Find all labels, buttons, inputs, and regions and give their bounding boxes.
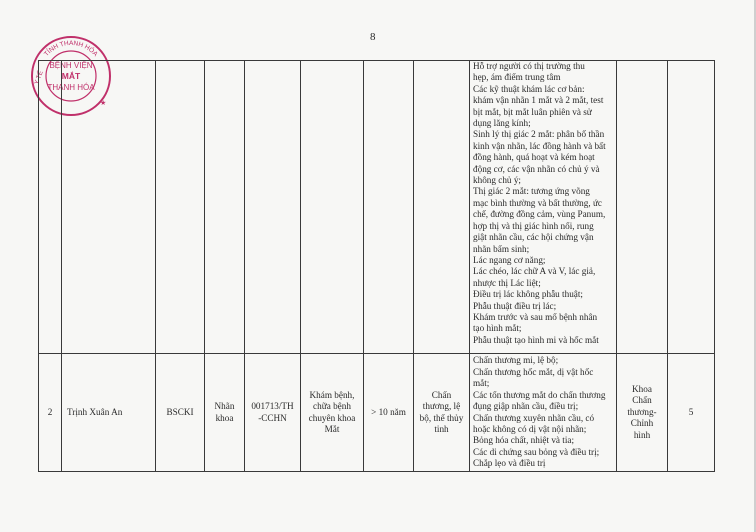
content-line: hợp thị và thị giác hình nổi, rung [473, 220, 594, 231]
field-cell [414, 61, 470, 354]
content-line: đụng giập nhãn cầu, điều trị; [473, 401, 579, 412]
department-cell [617, 61, 668, 354]
field-line: Chấn [431, 389, 452, 400]
certificate-line: 001713/TH [251, 401, 294, 412]
field-cell [414, 354, 470, 472]
department-line: Chấn [632, 395, 652, 406]
content-line: Khám trước và sau mổ bệnh nhân [473, 311, 598, 322]
department-line: hình [633, 429, 651, 440]
page-number: 8 [370, 31, 376, 43]
content-line: Điều trị lác không phẫu thuật; [473, 289, 583, 300]
content-line: Lác ngang cơ năng; [473, 254, 546, 265]
specialty-cell [205, 354, 245, 472]
content-line: Hỗ trợ người có thị trường thu [473, 61, 585, 71]
content-line: Phẫu thuật tạo hình mi và hốc mắt [473, 334, 599, 345]
content-cell [470, 61, 617, 354]
svg-text:MẮT: MẮT [61, 71, 81, 81]
content-line: đồng hành, quá hoạt và kém hoạt [473, 152, 595, 163]
name-cell [62, 61, 156, 354]
svg-text:THANH HÓA: THANH HÓA [47, 83, 95, 92]
count-cell [668, 61, 715, 354]
scope-line: chuyên khoa [308, 412, 356, 423]
field-line: bộ, thể thủy [419, 412, 464, 423]
department-line: Chỉnh [630, 418, 654, 429]
specialty-line: Nhãn [214, 401, 235, 412]
content-line: bịt mắt, bịt mắt luân phiên và sử [473, 106, 592, 117]
scope-cell [301, 354, 364, 472]
content-line: hoặc không có dị vật nội nhãn; [473, 423, 587, 434]
content-line: Phẫu thuật điều trị lác; [473, 300, 557, 311]
experience-cell [364, 61, 414, 354]
name-cell: Trịnh Xuân An [62, 354, 156, 472]
content-line: kinh vận nhãn, lác đồng hành và bất [473, 140, 606, 151]
content-line: tạo hình mắt; [473, 323, 522, 334]
content-line: chế, đường đồng cảm, vùng Panum, [473, 209, 606, 220]
content-cell [470, 354, 617, 472]
content-line: Các di chứng sau bỏng và điều trị; [473, 446, 600, 457]
content-line: Chấn thương hốc mắt, dị vật hốc [473, 366, 594, 377]
content-line: Các kỹ thuật khám lác cơ bản: [473, 83, 585, 94]
content-line: giật nhãn cầu, các hội chứng vận [473, 232, 594, 243]
content-line: hẹp, ám điểm trung tâm [473, 72, 561, 83]
content-line: Lác chéo, lác chữ A và V, lác giả, [473, 266, 596, 277]
table-row [39, 61, 715, 354]
count-cell: 5 [668, 354, 715, 472]
svg-text:★: ★ [100, 100, 107, 107]
content-line: Chắp lẹo và điều trị [473, 458, 546, 469]
content-line: dụng lăng kính; [473, 118, 531, 129]
table-row [39, 354, 715, 472]
stt-cell [39, 61, 62, 354]
content-line: Chấn thương mi, lệ bộ; [473, 355, 559, 366]
degree-cell [156, 61, 205, 354]
svg-text:TỈNH THANH HÓA: TỈNH THANH HÓA [43, 40, 99, 58]
department-line: Khoa [632, 383, 652, 394]
stt-cell: 2 [39, 354, 62, 472]
experience-cell: > 10 năm [364, 354, 414, 472]
content-line: Chấn thương xuyên nhãn cầu, có [473, 412, 595, 423]
degree-cell: BSCKI [156, 354, 205, 472]
specialty-cell [205, 61, 245, 354]
scope-line: Mắt [324, 423, 340, 434]
field-line: thương, lệ [422, 401, 461, 412]
department-line: thương- [627, 406, 657, 417]
content-line: khám vận nhãn 1 mắt và 2 mắt, test [473, 95, 604, 106]
content-line: nhãn bẩm sinh; [473, 243, 530, 254]
content-line: Các tổn thương mắt do chấn thương [473, 389, 606, 400]
certificate-cell [245, 354, 301, 472]
department-cell [617, 354, 668, 472]
content-line: nhược thị Lác liệt; [473, 277, 541, 288]
content-line: Sinh lý thị giác 2 mắt: phân bố thần [473, 129, 605, 140]
content-line: Bỏng hóa chất, nhiệt và tia; [473, 435, 575, 446]
content-line: động cơ, các vận nhãn có chủ ý và [473, 163, 600, 174]
specialty-line: khoa [215, 412, 234, 423]
svg-text:BỆNH VIỆN: BỆNH VIỆN [49, 61, 93, 70]
field-line: tinh [434, 423, 449, 434]
certificate-line: -CCHN [258, 412, 287, 423]
certificate-cell [245, 61, 301, 354]
content-line: mạc bình thường và bất thường, ức [473, 197, 603, 208]
content-line: mắt; [473, 378, 490, 389]
content-line: không chủ ý; [473, 175, 521, 186]
scope-line: Khám bệnh, [309, 389, 355, 400]
content-line: Thị giác 2 mắt: tương ứng võng [473, 186, 590, 197]
scope-cell [301, 61, 364, 354]
svg-text:Y TẾ: Y TẾ [33, 69, 45, 86]
scope-line: chữa bệnh [313, 401, 351, 412]
staff-table [38, 60, 715, 472]
